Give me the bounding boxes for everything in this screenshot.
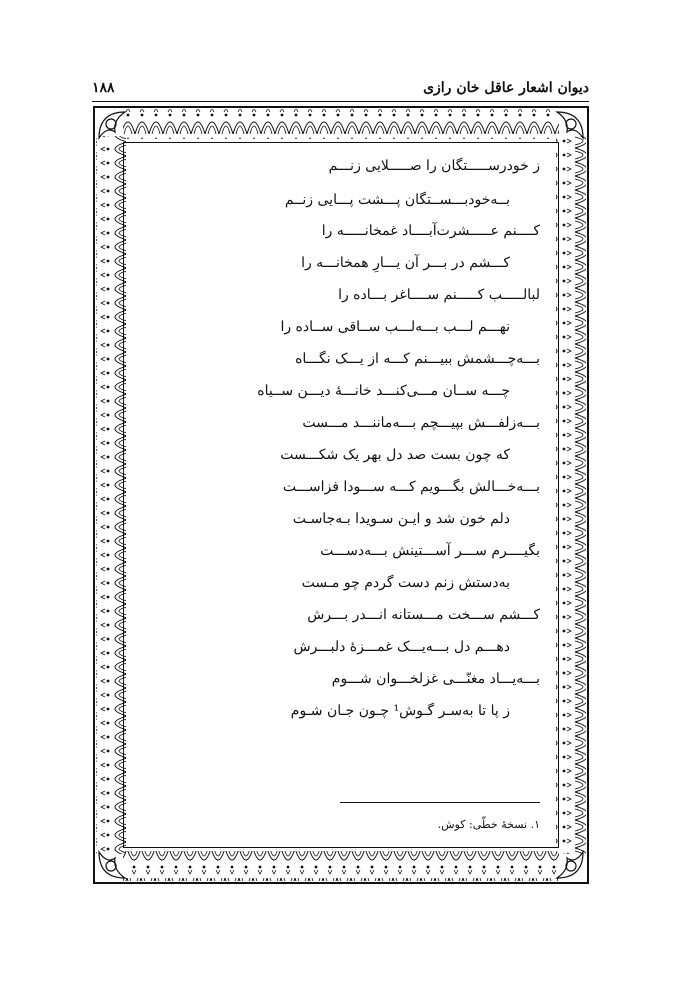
verse-line: کــــنم عـــــشرت‌آبــــاد غمخانـــــه را xyxy=(321,223,540,239)
page-header xyxy=(92,80,589,106)
verse-line: نهـــم لـــب بـــه‌لـــب ســاقی ســاده را xyxy=(280,319,510,335)
verse-line: دهـــم دل بـــه‌یـــک غمـــزهٔ دلبـــرش xyxy=(293,639,510,655)
verse-line: کـــشم در بـــر آن یـــارِ همخانـــه را xyxy=(301,255,510,271)
verse-line: بـــه‌یـــاد مغنّـــی غزلخـــوان شـــوم xyxy=(331,671,540,687)
page-number: ۱۸۸ xyxy=(92,80,115,96)
verse-line: بـــه‌خـــالش بگـــویم کـــه ســـودا فزاســـت xyxy=(282,479,540,495)
verse-line: بگیــــرم ســـر آســـتینش بـــه‌دســـت xyxy=(320,543,540,559)
book-title: دیوان اشعار عاقل خان رازی xyxy=(423,80,589,96)
verse-line: ز پا تا به‌سـر گـوش¹ چـون جـان شـوم xyxy=(290,703,510,719)
verse-line: که چون بست صد دل بهر یک شکـــست xyxy=(280,447,510,463)
verse-line: چـــه ســان مـــی‌کنـــد خانـــهٔ دیـــن ســیاه xyxy=(257,383,510,399)
verse-line: بــه‌خودبـــســتگان پـــشت پـــایی زنــم xyxy=(284,192,510,208)
footnote: ۱. نسخهٔ خطّی: کوش. xyxy=(437,818,540,831)
verse-line: ز خودرســـــتگان را صـــــلایی زنـــم xyxy=(328,158,540,174)
verse-line: بـــه‌چـــشمش ببیـــنم کـــه از یـــک نگـــاه xyxy=(295,351,540,367)
verse-line: دلم خون شد و ایـن سـویدا بـه‌جاسـت xyxy=(292,511,510,527)
verse-line: لبالـــــب کـــــنم ســــاغر بـــاده را xyxy=(338,287,540,303)
verse-line: به‌دستش زنم دست گردم چو مـست xyxy=(301,575,510,591)
verse-line: کـــشم ســـخت مـــستانه انـــدر بـــرش xyxy=(307,607,540,623)
verse-line: بـــه‌زلفـــش بپیـــچم بـــه‌ماننـــد مـــست xyxy=(302,415,540,431)
inner-frame xyxy=(123,142,559,848)
footnote-rule xyxy=(340,802,540,803)
header-rule xyxy=(92,101,589,102)
